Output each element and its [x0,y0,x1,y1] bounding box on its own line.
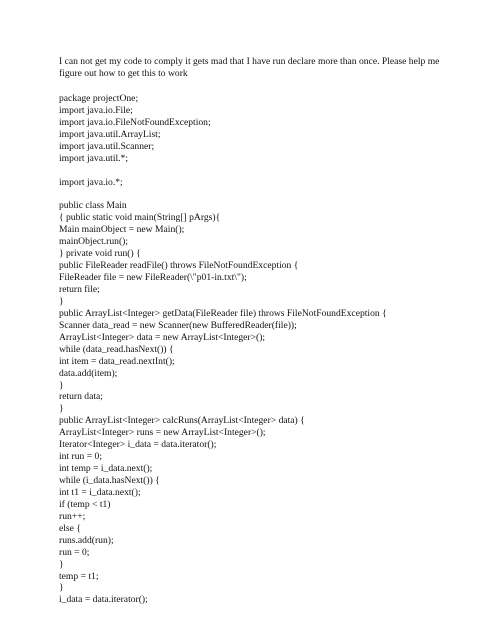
code-line: public class Main [59,200,127,212]
code-line: } private void run() { [59,248,141,260]
code-line: if (temp < t1) [59,498,111,510]
code-line: mainObject.run(); [59,236,128,248]
code-line: import java.io.FileNotFoundException; [59,116,211,128]
code-line: FileReader file = new FileReader(\"p01-in.txt\"); [59,272,247,284]
code-line: public ArrayList<Integer> calcRuns(ArrayList<Integer> data) { [59,415,305,427]
code-blank-line [59,189,459,201]
code-line: return file; [59,284,100,295]
code-line: { public static void main(String[] pArgs){ [59,212,221,224]
code-line: run = 0; [59,546,90,558]
code-line: int t1 = i_data.next(); [59,486,141,498]
code-line: i_data = data.iterator(); [59,594,148,606]
code-line: return data; [59,391,103,403]
code-line: import java.io.File; [59,104,133,116]
code-line: run++; [59,510,86,522]
code-line: package projectOne; [59,93,139,104]
code-line: import java.io.*; [59,176,123,188]
code-line: ArrayList<Integer> data = new ArrayList<Integer>(); [59,331,266,343]
code-line: int temp = i_data.next(); [59,463,153,475]
code-line: public FileReader readFile() throws FileNotFoundException { [59,260,299,272]
code-line: Iterator<Integer> i_data = data.iterator(); [59,439,217,451]
code-line: int run = 0; [59,451,102,463]
question-text: I can not get my code to comply it gets mad that I have run declare more than once. Please help me figure out how to get this to work [59,56,440,80]
code-line: ArrayList<Integer> runs = new ArrayList<Integer>(); [59,427,266,439]
code-line: import java.util.*; [59,152,129,164]
code-line: int item = data_read.nextInt(); [59,355,175,367]
code-line: data.add(item); [59,367,118,379]
code-line: import java.util.Scanner; [59,140,155,152]
code-line: } [59,403,64,415]
code-line: import java.util.ArrayList; [59,128,161,140]
code-line: } [59,582,64,594]
code-blank-line [59,165,459,177]
code-line: else { [59,522,81,534]
code-line: } [59,379,64,391]
code-line: public ArrayList<Integer> getData(FileReader file) throws FileNotFoundException { [59,307,387,319]
code-line: runs.add(run); [59,534,114,546]
code-line: while (i_data.hasNext()) { [59,475,160,486]
code-listing [59,93,459,606]
code-line: Main mainObject = new Main(); [59,224,185,236]
code-line: temp = t1; [59,570,99,582]
code-line: } [59,295,64,307]
code-line: Scanner data_read = new Scanner(new BufferedReader(file)); [59,319,297,331]
code-line: while (data_read.hasNext()) { [59,343,174,355]
code-line: } [59,558,64,570]
